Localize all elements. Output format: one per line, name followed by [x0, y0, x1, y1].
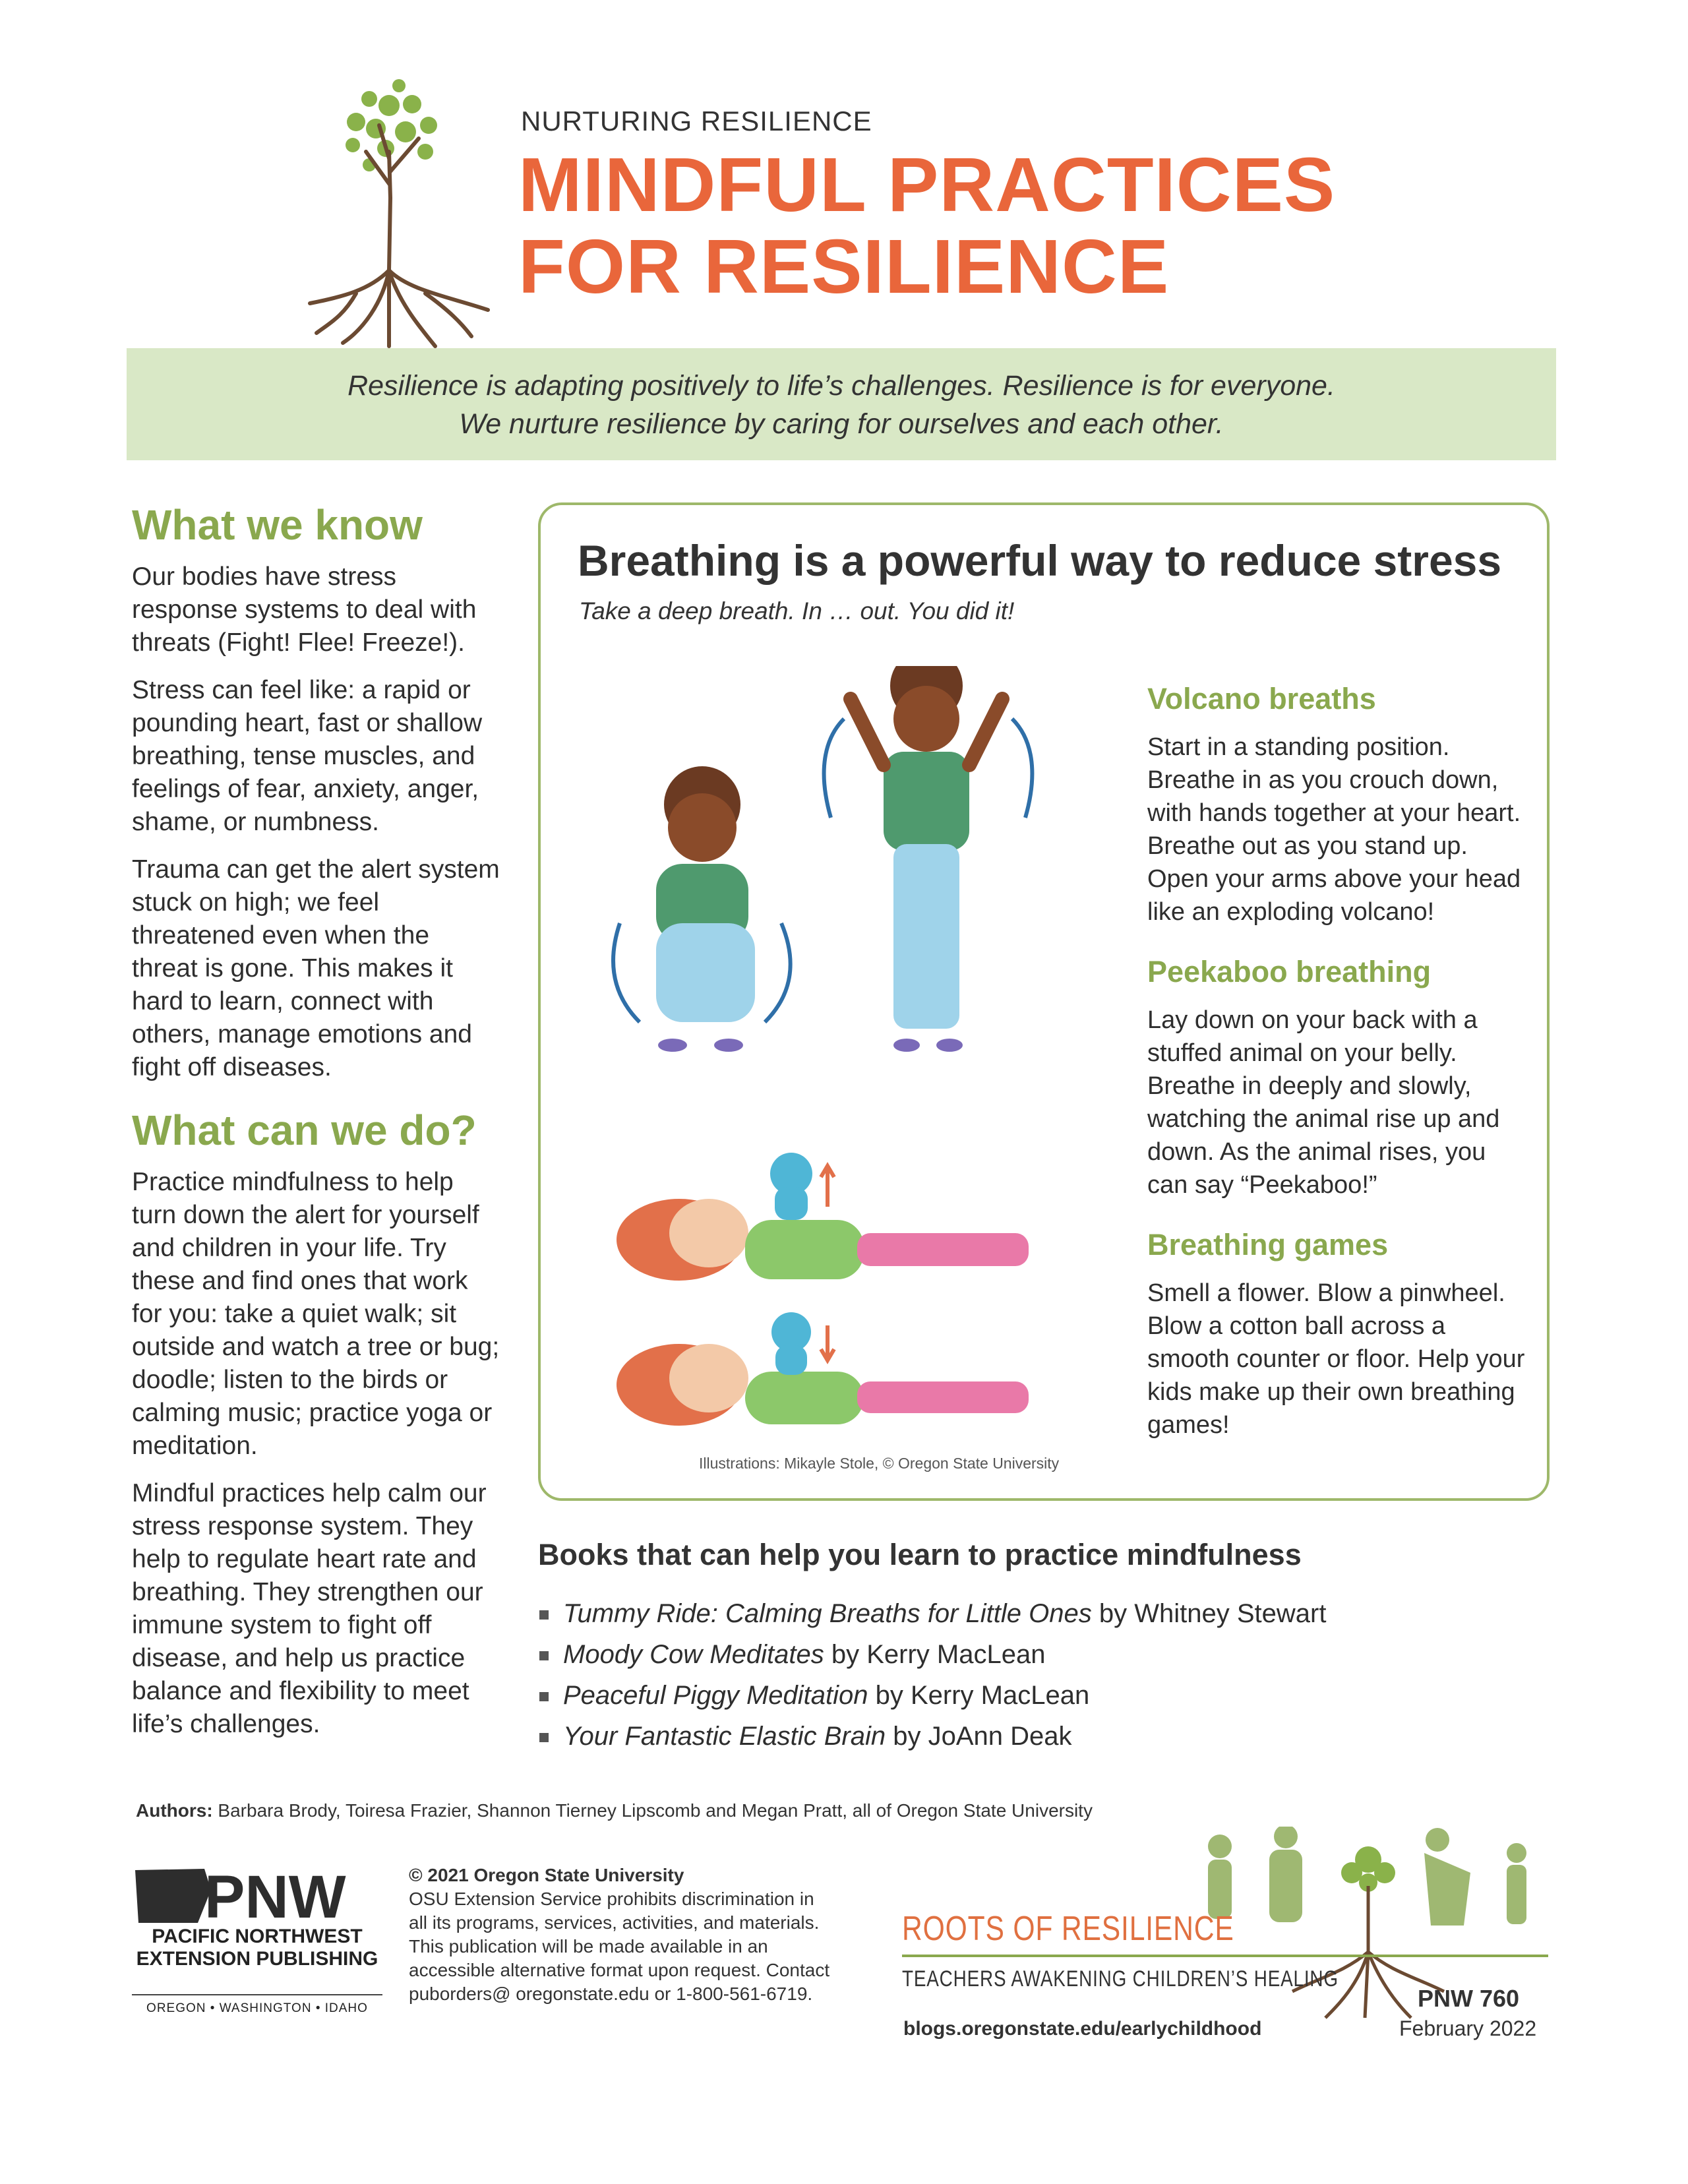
list-item [538, 1634, 1326, 1675]
title-line-1: MINDFUL PRACTICES [518, 142, 1336, 228]
breathing-games-heading: Breathing games [1147, 1228, 1389, 1261]
know-paragraph-1: Our bodies have stress response systems to deal with threats (Fight! Flee! Freeze!). [132, 562, 477, 657]
pnw-name [132, 1926, 382, 1970]
peekaboo-breathing-illustration [617, 1153, 1029, 1426]
roots-of-resilience-subtitle: TEACHERS AWAKENING CHILDREN’S HEALING [902, 1966, 1339, 1991]
roots-divider [902, 1955, 1548, 1957]
book-author: by Whitney Stewart [1091, 1599, 1327, 1628]
books-list [538, 1593, 1326, 1757]
book-author: by Kerry MacLean [868, 1681, 1090, 1710]
publication-number: PNW 760 [1418, 1985, 1520, 2012]
what-can-we-do-heading: What can we do? [132, 1107, 477, 1154]
authors-label: Authors: [136, 1800, 213, 1821]
book-title: Peaceful Piggy Meditation [563, 1681, 868, 1710]
book-title: Your Fantastic Elastic Brain [563, 1722, 886, 1751]
peekaboo-breathing-heading: Peekaboo breathing [1147, 955, 1432, 988]
list-item [538, 1675, 1326, 1716]
book-title: Moody Cow Meditates [563, 1640, 824, 1669]
volcano-breaths-text: Start in a standing position. Breathe in as you crouch down, with hands together at your heart. Breathe out as you stand up. Open your arms above your head like an exploding volcano! [1147, 733, 1521, 926]
banner-line-2: We nurture resilience by caring for ourselves and each other. [459, 408, 1224, 440]
breathing-illustrations [593, 666, 1134, 1451]
authors-line [136, 1800, 1093, 1821]
list-item [538, 1593, 1326, 1634]
volcano-breaths-heading: Volcano breaths [1147, 682, 1376, 715]
copyright-title: © 2021 Oregon State University [409, 1865, 684, 1885]
peekaboo-breathing-text: Lay down on your back with a stuffed animal on your belly. Breathe in deeply and slowly, watching the animal rise up and down. As the animal rises, you can say “Peekaboo!” [1147, 1006, 1500, 1199]
know-paragraph-3: Trauma can get the alert system stuck on high; we feel threatened even when the threat is gone. This makes it hard to learn, connect with others, manage emotions and fight off diseases. [132, 855, 500, 1081]
pnw-mark: PNW [204, 1864, 346, 1931]
website-link[interactable]: blogs.oregonstate.edu/earlychildhood [903, 2018, 1262, 2040]
page-title [518, 144, 1335, 307]
copyright-text: OSU Extension Service prohibits discrimination in all its programs, services, activities, and materials. This publication will be made available in an accessible alternative format upon request. Contact puborders@ oregonstate.edu or 1-800-561-6719. [409, 1889, 830, 2004]
authors-names: Barbara Brody, Toiresa Frazier, Shannon Tierney Lipscomb and Megan Pratt, all of Oregon State University [212, 1800, 1093, 1821]
know-paragraph-2: Stress can feel like: a rapid or pounding heart, fast or shallow breathing, tense muscles, and feelings of fear, anxiety, anger, shame, or numbness. [132, 676, 483, 836]
breathing-games-text: Smell a flower. Blow a pinwheel. Blow a cotton ball across a smooth counter or floor. Help your kids make up their own breathing games! [1147, 1279, 1525, 1439]
breathing-techniques [1147, 679, 1530, 1465]
volcano-breaths-illustration [613, 666, 1032, 1052]
roots-of-resilience-title: ROOTS OF RESILIENCE [902, 1910, 1234, 1948]
banner-line-1: Resilience is adapting positively to life’s challenges. Resilience is for everyone. [347, 370, 1335, 402]
eyebrow-label: NURTURING RESILIENCE [521, 106, 872, 136]
pnw-name-line-1: PACIFIC NORTHWEST [152, 1926, 363, 1947]
do-paragraph-2: Mindful practices help calm our stress response system. They help to regulate heart rate and breathing. They strengthen our immune system to fight off disease, and help us practice balance and flexibility to meet life’s challenges. [132, 1479, 487, 1738]
illustration-credit: Illustrations: Mikayle Stole, © Oregon State University [699, 1455, 1060, 1472]
book-author: by Kerry MacLean [824, 1640, 1046, 1669]
breathing-title: Breathing is a powerful way to reduce stress [578, 536, 1502, 585]
breathing-subtitle: Take a deep breath. In … out. You did it! [579, 597, 1015, 624]
copyright-block [409, 1864, 831, 2006]
books-heading: Books that can help you learn to practice mindfulness [538, 1538, 1302, 1571]
pnw-name-line-2: EXTENSION PUBLISHING [136, 1948, 378, 1970]
book-author: by JoAnn Deak [886, 1722, 1072, 1751]
list-item [538, 1716, 1326, 1757]
resilience-banner [127, 348, 1556, 460]
title-line-2: FOR RESILIENCE [518, 224, 1170, 309]
book-title: Tummy Ride: Calming Breaths for Little Ones [563, 1599, 1092, 1628]
what-we-know-heading: What we know [132, 501, 423, 549]
publication-date: February 2022 [1399, 2017, 1537, 2040]
pnw-states: OREGON • WASHINGTON • IDAHO [146, 2001, 368, 2015]
tree-logo-icon [290, 73, 501, 349]
left-column [132, 499, 501, 1755]
do-paragraph-1: Practice mindfulness to help turn down the alert for yourself and children in your life. Try these and find ones that work for you: take a quiet walk; sit outside and watch a tree or bug; doodle; listen to the birds or calming music; practice yoga or meditation. [132, 1168, 500, 1460]
